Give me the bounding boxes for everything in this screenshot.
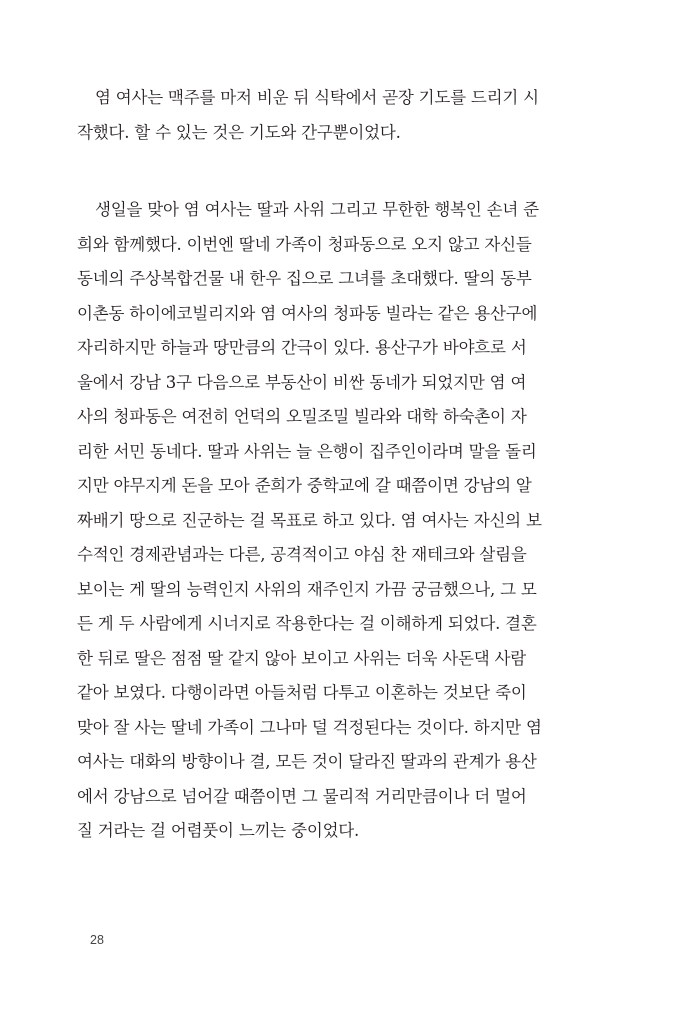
text-line: 짜배기 땅으로 진군하는 걸 목표로 하고 있다. 염 여사는 자신의 보 [77,510,542,530]
text-line: 염 여사는 맥주를 마저 비운 뒤 식탁에서 곧장 기도를 드리기 시 [95,88,539,107]
text-line: 리한 서민 동네다. 딸과 사위는 늘 은행이 집주인이라며 말을 돌리 [77,441,537,461]
text-line: 맞아 잘 사는 딸네 가족이 그나마 덜 걱정된다는 것이다. 하지만 염 [77,717,542,737]
text-line: 이촌동 하이에코빌리지와 염 여사의 청파동 빌라는 같은 용산구에 [77,303,538,323]
text-line: 생일을 맞아 염 여사는 딸과 사위 그리고 무한한 행복인 손녀 준 [95,200,539,219]
text-line: 보이는 게 딸의 능력인지 사위의 재주인지 가끔 궁금했으나, 그 모 [77,579,537,599]
text-line: 든 게 두 사람에게 시너지로 작용한다는 걸 이해하게 되었다. 결혼 [77,614,537,633]
text-line: 사의 청파동은 여전히 언덕의 오밀조밀 빌라와 대학 하숙촌이 자 [77,407,527,426]
text-line: 지만 야무지게 돈을 모아 준희가 중학교에 갈 때쯤이면 강남의 알 [77,476,532,495]
text-line: 같아 보였다. 다행이라면 아들처럼 다투고 이혼하는 것보단 죽이 [77,683,527,702]
text-line: 작했다. 할 수 있는 것은 기도와 간구뿐이었다. [77,122,401,142]
text-line: 동네의 주상복합건물 내 한우 집으로 그녀를 초대했다. 딸의 동부 [77,269,532,288]
text-line: 수적인 경제관념과는 다른, 공격적이고 야심 찬 재테크와 살림을 [77,545,527,564]
text-line: 에서 강남으로 넘어갈 때쯤이면 그 물리적 거리만큼이나 더 멀어 [77,786,527,806]
text-line: 여사는 대화의 방향이나 결, 모든 것이 달라진 딸과의 관계가 용산 [77,752,537,771]
text-line: 울에서 강남 3구 다음으로 부동산이 비싼 동네가 되었지만 염 여 [77,372,527,392]
text-line: 한 뒤로 딸은 점점 딸 같지 않아 보이고 사위는 더욱 사돈댁 사람 [77,648,526,668]
text-line: 질 거라는 걸 어렴풋이 느끼는 중이었다. [77,821,360,840]
page-number: 28 [90,933,104,947]
text-line: 자리하지만 하늘과 땅만큼의 간극이 있다. 용산구가 바야흐로 서 [77,338,527,357]
text-line: 희와 함께했다. 이번엔 딸네 가족이 청파동으로 오지 않고 자신들 [77,234,532,254]
